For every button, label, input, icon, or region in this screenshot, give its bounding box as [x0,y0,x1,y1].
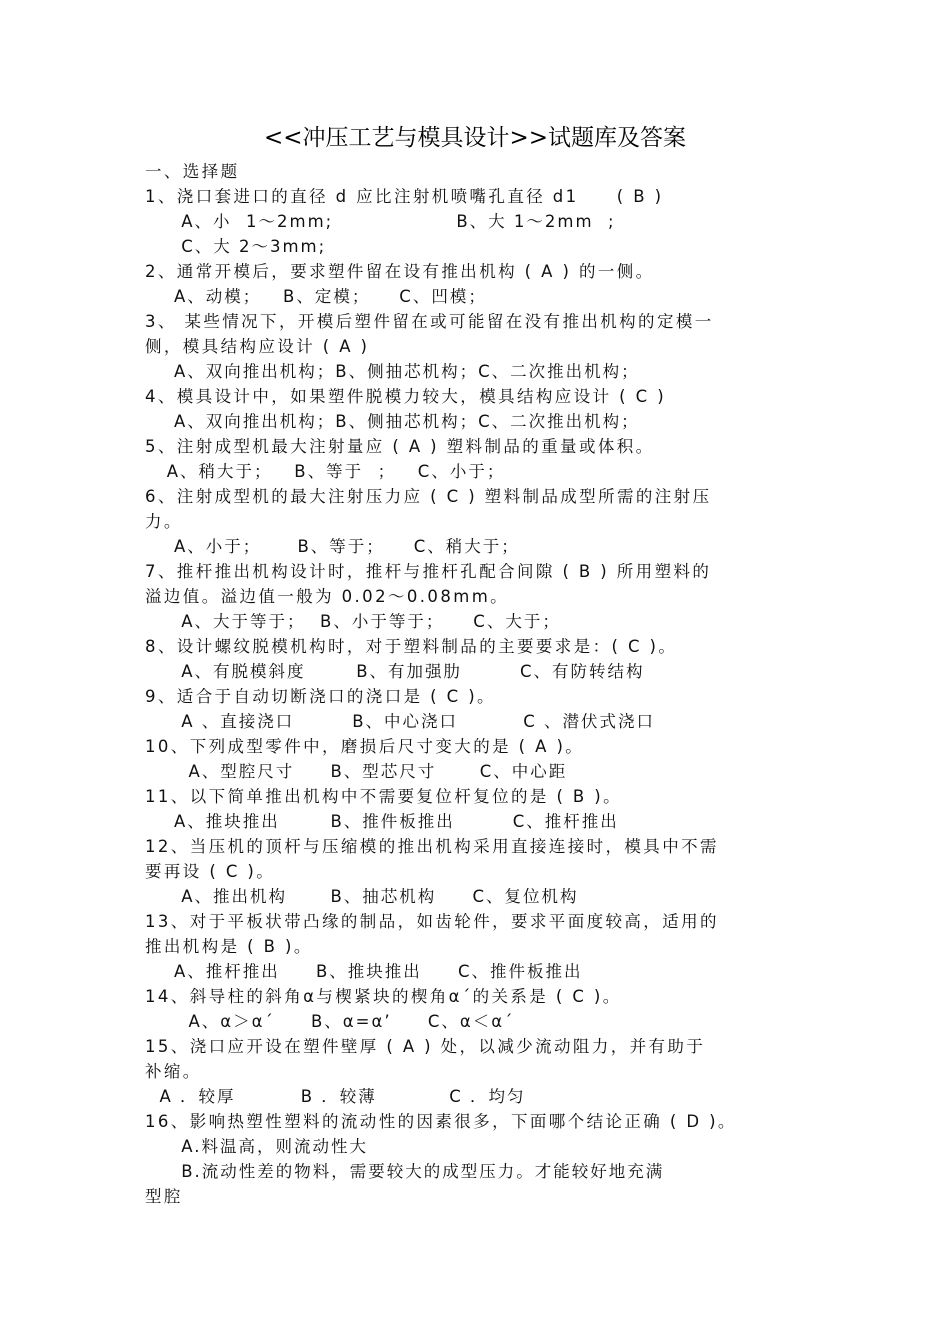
question-line: 力。 [145,512,183,531]
question-line: 6、注射成型机的最大注射压力应 ( C ) 塑料制品成型所需的注射压 [145,487,712,506]
option-line: A、稍大于； B、等于 ； C、小于； [145,462,506,481]
option-line: A、型腔尺寸 B、型芯尺寸 C、中心距 [145,762,568,781]
option-line: A、小 1～2mm; B、大 1～2mm ; [145,212,616,231]
question-line: 3、 某些情况下，开模后塑件留在或可能留在没有推出机构的定模一 [145,312,714,331]
question-line: 8、设计螺纹脱模机构时，对于塑料制品的主要要求是：( C )。 [145,637,678,656]
option-line: A、动模； B、定模； C、凹模； [145,287,487,306]
option-line: A、推出机构 B、抽芯机构 C、复位机构 [145,887,579,906]
option-line: A、α＞α´ B、α=α’ C、α＜α´ [145,1012,515,1031]
question-line: 要再设 ( C )。 [145,862,276,881]
option-line: A、小于； B、等于； C、稍大于； [145,537,520,556]
option-line: C、大 2～3mm; [145,237,327,256]
question-line: 7、推杆推出机构设计时，推杆与推杆孔配合间隙 ( B ) 所用塑料的 [145,562,712,581]
question-line: 溢边值。溢边值一般为 0.02～0.08mm。 [145,587,510,606]
option-line: A、有脱模斜度 B、有加强肋 C、有防转结构 [145,662,645,681]
question-line: 推出机构是 ( B )。 [145,937,313,956]
question-line: 11、以下简单推出机构中不需要复位杆复位的是 ( B )。 [145,787,623,806]
option-line: A、大于等于； B、小于等于； C、大于； [145,612,561,631]
question-line: 侧，模具结构应设计 ( A ) [145,337,370,356]
question-line: 补缩。 [145,1062,202,1081]
question-line: 型腔 [145,1187,183,1206]
option-line: A 、直接浇口 B、中心浇口 C 、潜伏式浇口 [145,712,656,731]
question-line: 10、下列成型零件中，磨损后尺寸变大的是 ( A )。 [145,737,585,756]
option-line: A、推块推出 B、推件板推出 C、推杆推出 [145,812,619,831]
question-line: 12、当压机的顶杆与压缩模的推出机构采用直接连接时，模具中不需 [145,837,719,856]
question-line: 14、斜导柱的斜角α与楔紧块的楔角α´的关系是 ( C )。 [145,987,622,1006]
question-line: 16、影响热塑性塑料的流动性的因素很多，下面哪个结论正确 ( D )。 [145,1112,737,1131]
question-line: 9、适合于自动切断浇口的浇口是 ( C )。 [145,687,496,706]
option-line: B.流动性差的物料，需要较大的成型压力。才能较好地充满 [145,1162,665,1181]
option-line: A、双向推出机构；B、侧抽芯机构；C、二次推出机构； [145,412,640,431]
question-line: 5、注射成型机最大注射量应 ( A ) 塑料制品的重量或体积。 [145,437,655,456]
question-line: 13、对于平板状带凸缘的制品，如齿轮件，要求平面度较高，适用的 [145,912,719,931]
question-line: 15、浇口应开设在塑件壁厚 ( A ) 处，以减少流动阻力，并有助于 [145,1037,706,1056]
option-line: A.料温高，则流动性大 [145,1137,368,1156]
option-line: A、推杆推出 B、推块推出 C、推件板推出 [145,962,583,981]
section-heading: 一、选择题 [145,162,240,181]
option-line: A、双向推出机构；B、侧抽芯机构；C、二次推出机构； [145,362,640,381]
question-line: 2、通常开模后，要求塑件留在设有推出机构 ( A ) 的一侧。 [145,262,655,281]
question-line: 4、模具设计中，如果塑件脱模力较大，模具结构应设计 ( C ) [145,387,667,406]
option-line: A ．较厚 B ．较薄 C ．均匀 [145,1087,526,1106]
document-title: <<冲压工艺与模具设计>>试题库及答案 [263,125,687,151]
question-line: 1、浇口套进口的直径 d 应比注射机喷嘴孔直径 d1 ( B ) [145,187,664,206]
